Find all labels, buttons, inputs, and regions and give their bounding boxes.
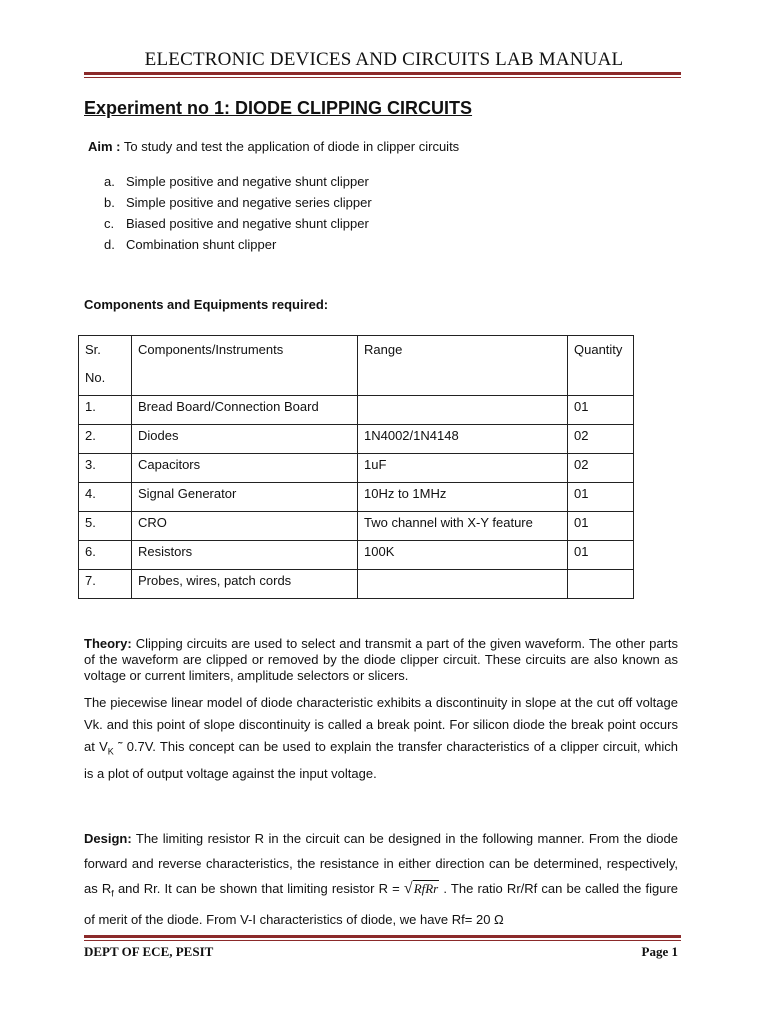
table-row (79, 425, 634, 454)
list-text: Simple positive and negative shunt clipper (126, 174, 369, 189)
cell-name: Diodes (132, 425, 358, 454)
footer-rule-thin (84, 940, 681, 941)
cell-name: CRO (132, 512, 358, 541)
cell-name: Signal Generator (132, 483, 358, 512)
footer-page-number: Page 1 (641, 944, 678, 959)
subscript-k: K (107, 746, 114, 757)
table-row (79, 570, 634, 599)
list-marker: a. (104, 174, 115, 189)
cell-sr: 3. (79, 454, 132, 483)
cell-sr: 6. (79, 541, 132, 570)
cell-sr: 7. (79, 570, 132, 599)
theory-paragraph-2 (84, 692, 678, 785)
aim-list-item (104, 215, 372, 236)
cell-name: Resistors (132, 541, 358, 570)
cell-qty: 01 (568, 541, 634, 570)
design-paragraph (84, 826, 678, 932)
header-quantity: Quantity (568, 336, 634, 396)
components-heading: Components and Equipments required: (84, 297, 329, 312)
sqrt-formula (404, 876, 439, 901)
theory-label: Theory: (84, 636, 132, 651)
cell-qty: 02 (568, 454, 634, 483)
header-rule-thick (84, 72, 681, 75)
cell-name: Probes, wires, patch cords (132, 570, 358, 599)
aim-list-item (104, 173, 372, 194)
formula-text: RfRr (413, 881, 439, 896)
cell-name: Capacitors (132, 454, 358, 483)
list-text: Combination shunt clipper (126, 237, 277, 252)
footer-rule-thick (84, 935, 681, 938)
cell-qty: 01 (568, 512, 634, 541)
aim-statement (88, 139, 459, 154)
header-components: Components/Instruments (132, 336, 358, 396)
table-header-row (79, 336, 634, 396)
design-text-3: . The ratio Rr/Rf can be called the figure of merit of the diode. From V-I characteristics of diode, we have Rf= 20 Ω (84, 881, 679, 927)
aim-list (104, 173, 372, 257)
footer-department: DEPT OF ECE, PESIT (84, 944, 214, 959)
manual-header-title: ELECTRONIC DEVICES AND CIRCUITS LAB MANUAL (144, 49, 624, 70)
cell-range: 100K (358, 541, 568, 570)
cell-sr: 1. (79, 396, 132, 425)
cell-range (358, 396, 568, 425)
cell-sr: 2. (79, 425, 132, 454)
list-marker: d. (104, 237, 115, 252)
cell-sr: 4. (79, 483, 132, 512)
cell-sr: 5. (79, 512, 132, 541)
theory-paragraph (84, 636, 678, 684)
cell-range: 10Hz to 1MHz (358, 483, 568, 512)
theory-text-2: The piecewise linear model of diode characteristic exhibits a discontinuity in slope at the cut off voltage Vk. and this point of slope discontinuity is called a break point. For silicon diode the break point occurs at V (84, 695, 678, 754)
header-sr-no: Sr. No. (79, 336, 132, 396)
table-row (79, 454, 634, 483)
list-text: Simple positive and negative series clipper (126, 195, 372, 210)
list-marker: c. (104, 216, 115, 231)
design-text-2: and Rr. It can be shown that limiting resistor R = (113, 881, 404, 896)
cell-qty (568, 570, 634, 599)
cell-range: 1uF (358, 454, 568, 483)
list-marker: b. (104, 195, 115, 210)
cell-qty: 01 (568, 396, 634, 425)
theory-text-3: ˜ 0.7V. This concept can be used to explain the transfer characteristics of a clipper circuit, which is a plot of output voltage against the input voltage. (84, 739, 678, 781)
aim-list-item (104, 236, 372, 257)
header-range: Range (358, 336, 568, 396)
table-row (79, 541, 634, 570)
aim-list-item (104, 194, 372, 215)
cell-range (358, 570, 568, 599)
sqrt-icon: √ (403, 880, 413, 897)
header-rule-thin (84, 77, 681, 78)
table-row (79, 512, 634, 541)
aim-label: Aim : (88, 139, 121, 154)
design-text: The limiting resistor R in the circuit can be designed in the following manner. From the diode forward and reverse characteristics, the resistance in either direction can be determined, respectively, as R (84, 831, 678, 896)
cell-range: 1N4002/1N4148 (358, 425, 568, 454)
aim-text: To study and test the application of diode in clipper circuits (120, 139, 460, 154)
cell-qty: 01 (568, 483, 634, 512)
subscript-f: f (111, 888, 114, 899)
table-row (79, 483, 634, 512)
design-label: Design: (84, 831, 132, 846)
experiment-title: Experiment no 1: DIODE CLIPPING CIRCUITS (84, 98, 473, 118)
cell-range: Two channel with X-Y feature (358, 512, 568, 541)
table-row (79, 396, 634, 425)
cell-name: Bread Board/Connection Board (132, 396, 358, 425)
theory-text: Clipping circuits are used to select and transmit a part of the given waveform. The other parts of the waveform are clipped or removed by the diode clipper circuit. These circuits are also known as voltage or current limiters, amplitude selectors or slicers. (84, 636, 678, 683)
list-text: Biased positive and negative shunt clipper (126, 216, 369, 231)
components-table (78, 335, 634, 599)
cell-qty: 02 (568, 425, 634, 454)
